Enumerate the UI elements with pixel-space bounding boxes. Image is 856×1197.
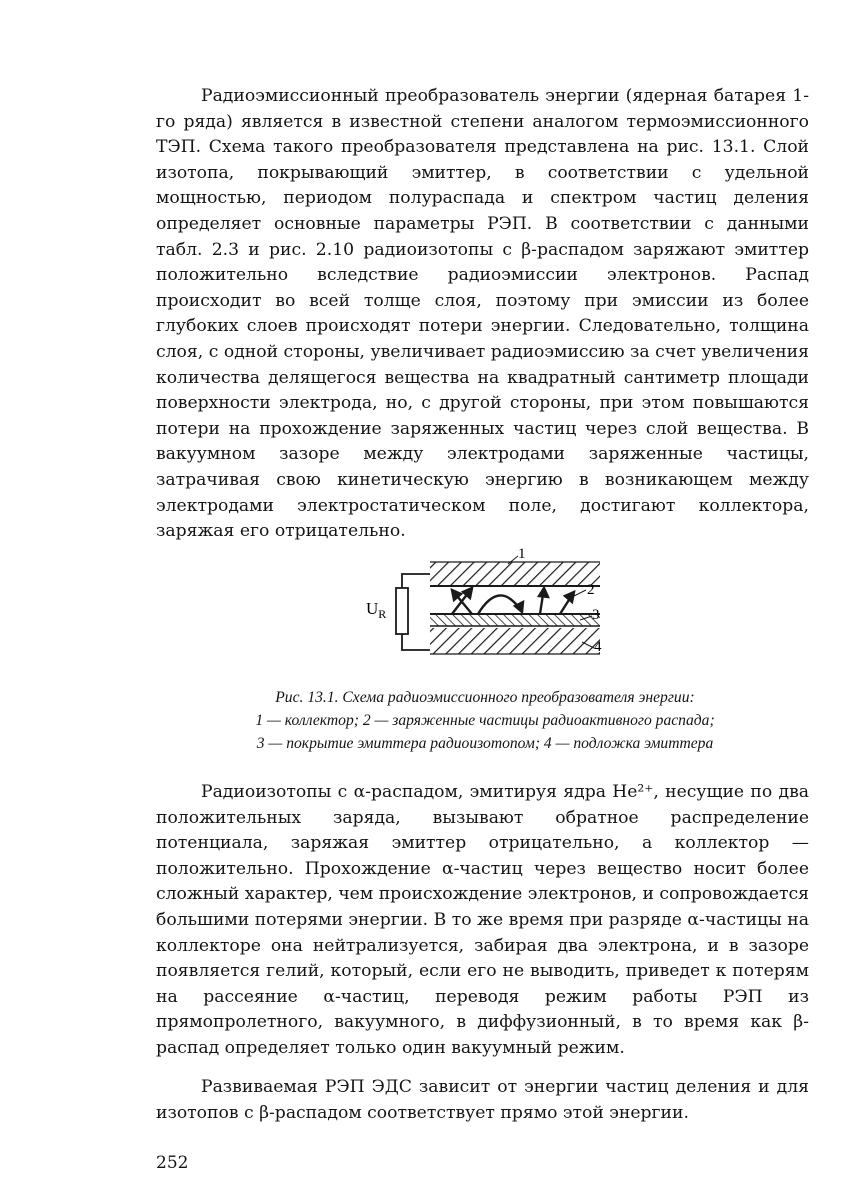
label-2: 2	[587, 582, 595, 598]
label-3: 3	[592, 607, 600, 623]
emitter-substrate	[430, 628, 600, 654]
page-number: 252	[156, 1153, 189, 1173]
label-1: 1	[518, 548, 526, 562]
load-resistor	[396, 588, 408, 634]
leader-2	[574, 590, 586, 596]
caption-line-1: Рис. 13.1. Схема радиоэмиссионного преобразователя энергии:	[275, 689, 695, 706]
paragraph-intro: Радиоэмиссионный преобразователь энергии (ядерная батарея 1-го ряда) является в известной степени аналогом термоэмиссионного ТЭП. Схема такого преобразователя представлена на рис. 13.1. Слой изотопа, покрывающий эмиттер, в соответствии с удельной мощностью, периодом полураспада и спектром частиц деления определяет основные параметры РЭП. В соответствии с данными табл. 2.3 и рис. 2.10 радиоизотопы с β-распадом заряжают эмиттер положительно вследствие радиоэмиссии электронов. Распад происходит во всей толще слоя, поэтому при эмиссии из более глубоких слоев происходят потери энергии. Следовательно, толщина слоя, с одной стороны, увеличивает радиоэмиссию за счет увеличения количества делящегося вещества на квадратный сантиметр площади поверхности электрода, но, с другой стороны, при этом повышаются потери на прохождение заряженных частиц через слой вещества. В вакуумном зазоре между электродами заряженные частицы, затрачивая свою кинетическую энергию в возникающем между электродами электростатическом поле, достигают коллектора, заряжая его отрицательно.	[156, 86, 809, 542]
figure-caption	[150, 686, 820, 755]
paragraph-emf: Развиваемая РЭП ЭДС зависит от энергии частиц деления и для изотопов с β-распадом соответствует прямо этой энергии.	[156, 1077, 809, 1123]
converter-diagram	[360, 548, 620, 680]
wire-top	[402, 574, 430, 588]
caption-line-2: 1 — коллектор; 2 — заряженные частицы радиоактивного распада;	[255, 712, 715, 729]
collector-plate	[430, 562, 600, 586]
emitter-coating	[430, 614, 600, 626]
label-4: 4	[594, 639, 602, 655]
paragraph-alpha-decay: Радиоизотопы с α-распадом, эмитируя ядра He²⁺, несущие по два положительных заряда, вызывают обратное распределение потенциала, заряжая эмиттер отрицательно, а коллектор — положительно. Прохождение α-частиц через вещество носит более сложный характер, чем происхождение электронов, и сопровождается большими потерями энергии. В то же время при разряде α-частицы на коллекторе она нейтрализуется, забирая два электрона, и в зазоре появляется гелий, который, если его не выводить, приведет к потерям на рассеяние α-частиц, переводя режим работы РЭП из прямопролетного, вакуумного, в диффузионный, в то время как β-распад определяет только один вакуумный режим.	[156, 782, 809, 1058]
load-label: $U_R$	[366, 599, 387, 621]
caption-line-3: 3 — покрытие эмиттера радиоизотопом; 4 — подложка эмиттера	[256, 735, 714, 752]
particle-trajectories	[452, 588, 574, 614]
wire-bottom	[402, 634, 430, 650]
